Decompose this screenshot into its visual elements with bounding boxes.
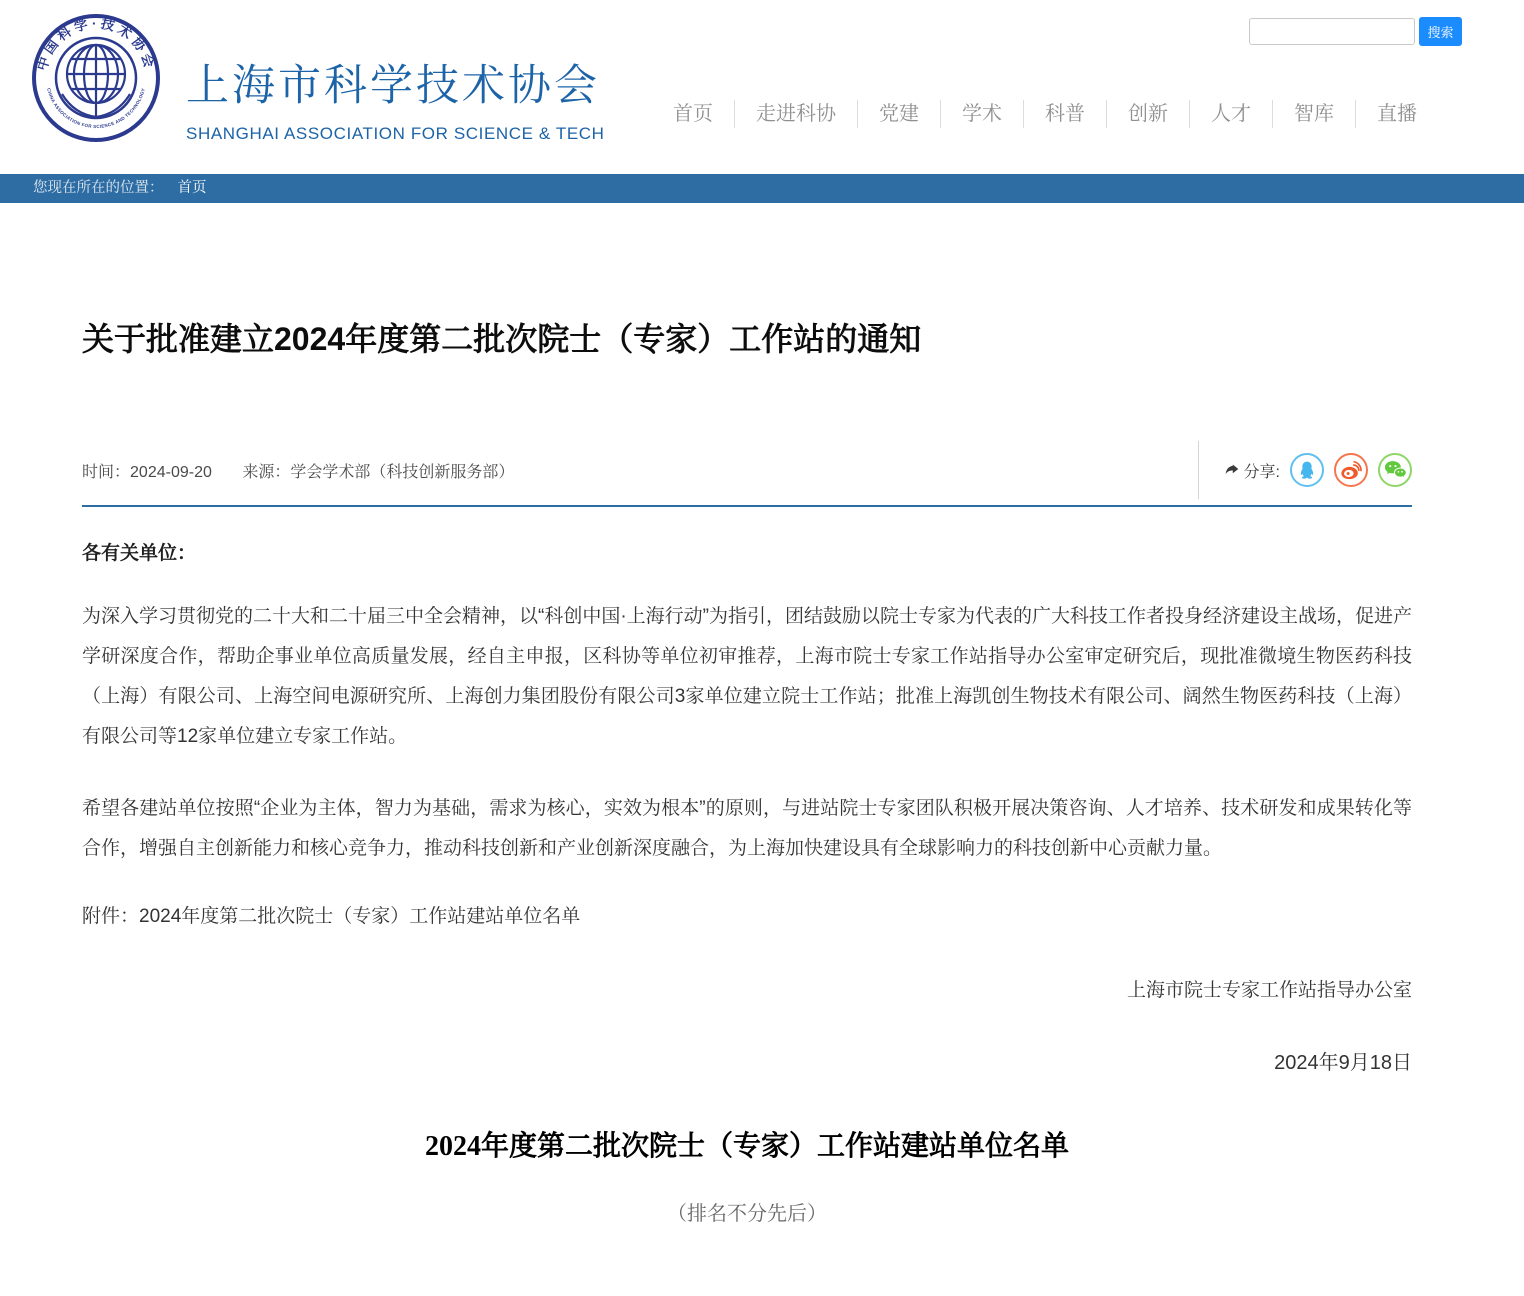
logo-block	[30, 12, 605, 144]
body-paragraph-2: 希望各建站单位按照“企业为主体，智力为基础，需求为核心，实效为根本”的原则，与进站院士专家团队积极开展决策咨询、人才培养、技术研发和成果转化等合作，增强自主创新能力和核心竞争力，推动科技创新和产业创新深度融合，为上海加快建设具有全球影响力的科技创新中心贡献力量。	[82, 798, 1412, 859]
nav-item-innovate[interactable]: 创新	[1106, 100, 1189, 128]
qq-icon	[1297, 460, 1317, 480]
article-meta-row	[82, 441, 1412, 499]
search-box	[1249, 17, 1462, 46]
nav-item-home[interactable]: 首页	[673, 103, 713, 125]
signature-office: 上海市院士专家工作站指导办公室	[1126, 980, 1412, 1001]
breadcrumb-home-link[interactable]: 首页	[177, 180, 207, 196]
appendix-note: （排名不分先后）	[667, 1203, 827, 1225]
share-bar	[1198, 441, 1412, 499]
section-divider	[82, 505, 1412, 507]
site-subtitle: SHANGHAI ASSOCIATION FOR SCIENCE & TECH	[186, 124, 605, 143]
source-value: 学会学术部（科技创新服务部）	[290, 463, 515, 481]
nav-item-academic[interactable]: 学术	[940, 100, 1023, 128]
wechat-icon	[1384, 460, 1407, 480]
nav-item-thinktank[interactable]: 智库	[1272, 100, 1355, 128]
site-title: 上海市科学技术协会	[186, 62, 600, 110]
appendix-title: 2024年度第二批次院士（专家）工作站建站单位名单	[424, 1131, 1069, 1162]
signature-date: 2024年9月18日	[1274, 1052, 1412, 1074]
globe-icon	[67, 45, 125, 103]
search-button[interactable]: 搜索	[1419, 17, 1462, 46]
search-input[interactable]	[1249, 18, 1415, 45]
logo-ring-text-en: CHINA ASSOCIATION FOR SCIENCE AND TECHNOLOGY	[46, 87, 146, 130]
breadcrumb-label: 您现在所在的位置：	[33, 180, 164, 196]
article-title: 关于批准建立2024年度第二批次院士（专家）工作站的通知	[82, 321, 922, 357]
salutation: 各有关单位：	[82, 543, 197, 564]
wechat-share-button[interactable]	[1378, 453, 1412, 487]
attachment-line: 附件：2024年度第二批次院士（专家）工作站建站单位名单	[82, 906, 581, 927]
nav-item-live[interactable]: 直播	[1355, 100, 1438, 128]
article-meta	[82, 459, 514, 482]
share-arrow-icon	[1223, 462, 1240, 479]
nav-item-about[interactable]: 走进科协	[734, 100, 857, 128]
breadcrumb	[0, 174, 1524, 203]
weibo-share-button[interactable]	[1334, 453, 1368, 487]
nav-item-party[interactable]: 党建	[857, 100, 940, 128]
body-paragraph-1: 为深入学习贯彻党的二十大和二十届三中全会精神，以“科创中国·上海行动”为指引，团结鼓励以院士专家为代表的广大科技工作者投身经济建设主战场，促进产学研深度合作，帮助企事业单位高质量发展，经自主申报，区科协等单位初审推荐，上海市院士专家工作站指导办公室审定研究后，现批准微境生物医药科技（上海）有限公司、上海空间电源研究所、上海创力集团股份有限公司3家单位建立院士工作站；批准上海凯创生物技术有限公司、阔然生物医药科技（上海）有限公司等12家单位建立专家工作站。	[82, 606, 1412, 747]
weibo-icon	[1340, 459, 1362, 481]
publish-date: 2024-09-20	[130, 463, 212, 481]
nav-item-talent[interactable]: 人才	[1189, 100, 1272, 128]
qq-share-button[interactable]	[1290, 453, 1324, 487]
article	[0, 319, 1524, 1229]
logo-ring-text-zh: 中国科学·技术协会	[34, 15, 158, 73]
share-label: 分享:	[1243, 463, 1280, 481]
time-label: 时间：	[82, 463, 131, 481]
casst-emblem-logo	[30, 12, 162, 144]
main-nav	[652, 100, 1438, 128]
site-header	[0, 0, 1524, 174]
source-label: 来源：	[242, 463, 291, 481]
nav-item-science[interactable]: 科普	[1023, 100, 1106, 128]
